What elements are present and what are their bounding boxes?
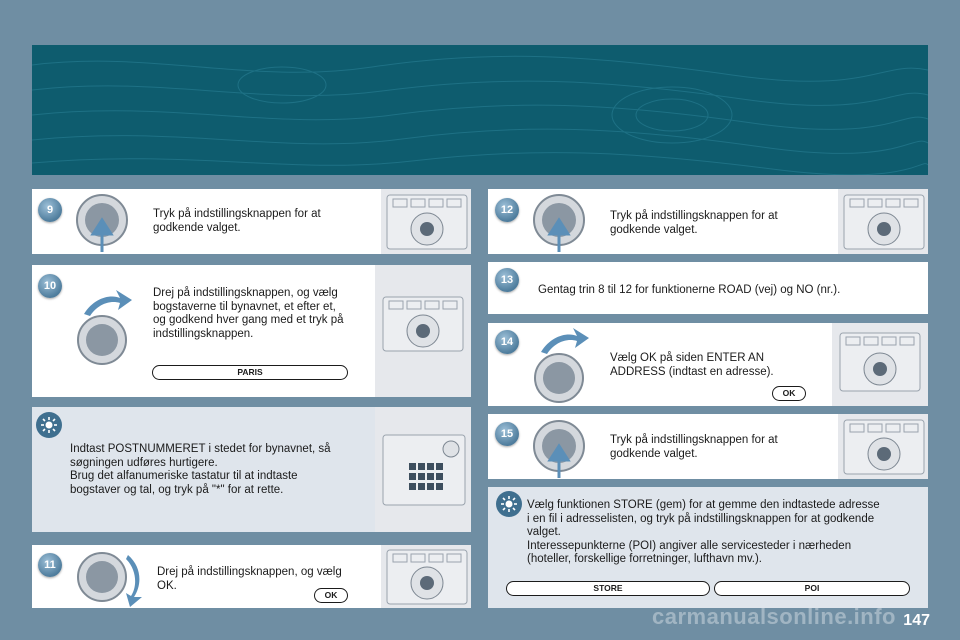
press-knob-icon bbox=[527, 190, 593, 252]
control-panel-image bbox=[381, 189, 471, 254]
store-button[interactable]: STORE bbox=[506, 581, 710, 596]
paris-button[interactable]: PARIS bbox=[152, 365, 348, 380]
poi-button[interactable]: POI bbox=[714, 581, 910, 596]
step-12-text: Tryk på indstillingsknappen for at godkende valget. bbox=[610, 210, 778, 236]
step-13-badge: 13 bbox=[495, 268, 519, 292]
keypad-icon bbox=[375, 407, 471, 532]
control-panel-icon bbox=[381, 545, 471, 608]
control-panel-image bbox=[838, 414, 928, 479]
step-10-badge: 10 bbox=[38, 274, 62, 298]
rotate-knob-icon bbox=[527, 326, 593, 406]
rotate-knob-icon bbox=[70, 547, 156, 609]
control-panel-icon bbox=[375, 265, 471, 397]
ok-button[interactable]: OK bbox=[314, 588, 348, 603]
control-panel-icon bbox=[838, 414, 928, 479]
step-14-text: Vælg OK på siden ENTER AN ADDRESS (indtast en adresse). bbox=[610, 352, 774, 378]
rotate-knob-icon bbox=[70, 288, 136, 368]
tip-icon bbox=[496, 491, 522, 517]
control-panel-image bbox=[838, 189, 928, 254]
header-banner bbox=[32, 45, 928, 175]
keypad-panel-image bbox=[375, 407, 471, 532]
watermark: carmanualsonline.info bbox=[652, 604, 896, 629]
control-panel-image bbox=[832, 323, 928, 406]
control-panel-image bbox=[381, 545, 471, 608]
press-knob-icon bbox=[527, 416, 593, 478]
step-11-text: Drej på indstillingsknappen, og vælg OK. bbox=[157, 566, 342, 592]
step-13-text: Gentag trin 8 til 12 for funktionerne ROAD (vej) og NO (nr.). bbox=[538, 284, 841, 296]
tip-2-text: Vælg funktionen STORE (gem) for at gemme den indtastede adresse i en fil i adresselisten, og tryk på indstillingsknappen for at godkende valget. Interessepunkterne (POI) angiver alle servicesteder i nærheden (hoteller, forskellige forretninger, lufthavn mv.). bbox=[527, 499, 880, 565]
tip-1-text: Indtast POSTNUMMERET i stedet for bynavnet, så søgningen udføres hurtigere. Brug det alfanumeriske tastatur til at indtaste bogstaver og tal, og tryk på "*" for at rette. bbox=[70, 443, 331, 496]
lightbulb-icon bbox=[40, 416, 58, 434]
page-number: 147 bbox=[903, 612, 930, 629]
control-panel-icon bbox=[832, 323, 928, 406]
lightbulb-icon bbox=[500, 495, 518, 513]
control-panel-icon bbox=[381, 189, 471, 254]
step-10-text: Drej på indstillingsknappen, og vælg bogstaverne til bynavnet, et efter et, og godkend hver gang med et tryk på indstillingsknappen. bbox=[153, 287, 344, 340]
step-9-badge: 9 bbox=[38, 198, 62, 222]
press-knob-icon bbox=[70, 190, 136, 252]
control-panel-icon bbox=[838, 189, 928, 254]
control-panel-image bbox=[375, 265, 471, 397]
ok-button[interactable]: OK bbox=[772, 386, 806, 401]
step-11-badge: 11 bbox=[38, 553, 62, 577]
step-15-text: Tryk på indstillingsknappen for at godkende valget. bbox=[610, 434, 778, 460]
step-12-badge: 12 bbox=[495, 198, 519, 222]
step-9-text: Tryk på indstillingsknappen for at godkende valget. bbox=[153, 208, 321, 234]
topographic-pattern bbox=[32, 45, 928, 175]
step-14-badge: 14 bbox=[495, 330, 519, 354]
tip-icon bbox=[36, 412, 62, 438]
step-15-badge: 15 bbox=[495, 422, 519, 446]
